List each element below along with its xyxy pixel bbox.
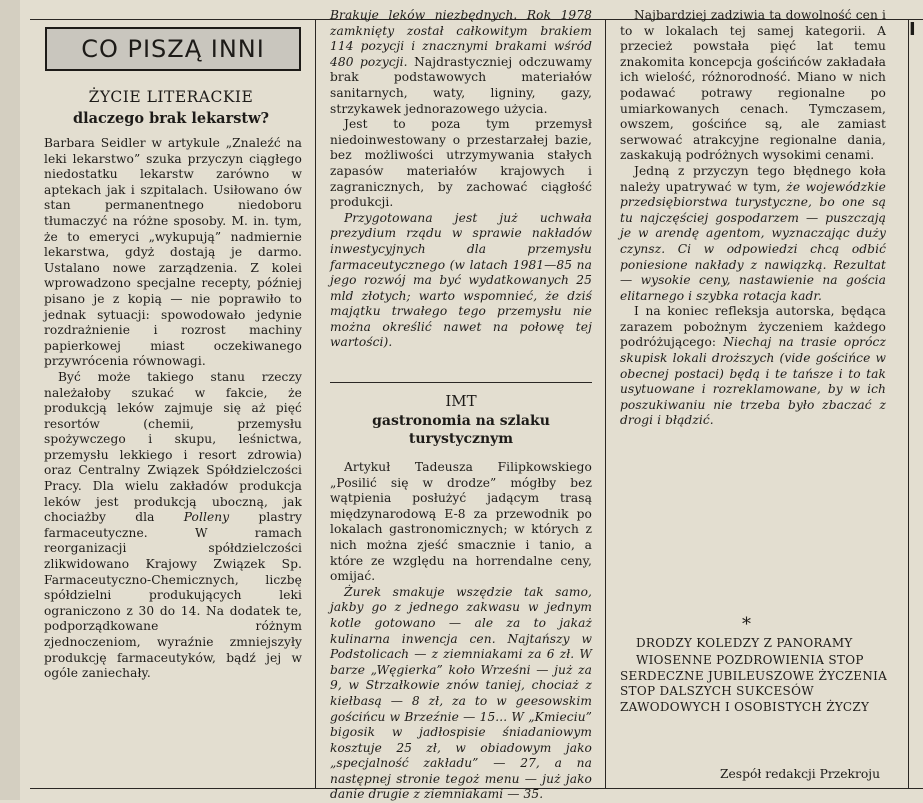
page-edge-tab: I (909, 22, 916, 38)
greeting-line: DRODZY KOLEDZY Z PANORAMY (636, 636, 853, 650)
article1-column-b (330, 8, 592, 351)
greeting-line: WIOSENNE POZDROWIENIA STOP SERDECZNE JUBILEUSZOWE ŻYCZENIA STOP DALSZYCH SUKCESÓW ZAWODOWYCH I OSOBISTYCH ŻYCZY (620, 653, 888, 714)
article1-title: dlaczego brak lekarstw? (72, 110, 270, 127)
article1-paragraph: Brakuje leków niezbędnych. Rok 1978 zamknięty został całkowitym brakiem 114 pozycji i znacznymi brakami wśród 480 pozycji. Najdrastyczniej odczuwamy brak podstawowych materiałów sanitarnych, waty, ligniny, gazy, strzykawek jednorazowego użycia. (330, 8, 592, 116)
article2-paragraph: Żurek smakuje wszędzie tak samo, jakby go z jednego zakwasu w jednym kotle gotowano — ale za to jakaż kulinarna inwencja cen. Najtańszy w Podstolicach — z ziemniakami za 6 zł. W barze „Węgierka” koło Wrześni — już za 9, w Strzałkowie znów taniej, chociaż z kiełbasą — 8 zł, za to w geesowskim gościńcu w Brzeźnie — 15... W „Kmieciu” bigosik w jadłospisie śniadaniowym kosztuje 25 zł, w obiadowym jako „specjalność zakładu” — 27, a na następnej stronie tegoż menu — już jako danie drugie z ziemniakami — 35. (330, 584, 592, 802)
article1-section: ŻYCIE LITERACKIE (88, 88, 254, 106)
column-divider-2 (605, 19, 606, 788)
signoff: Zespół redakcji Przekroju (719, 767, 880, 781)
page-edge (0, 0, 20, 800)
article2-column-b (620, 8, 886, 429)
article1-column-a (44, 136, 302, 682)
article2-section: IMT (445, 392, 477, 410)
right-border (908, 19, 909, 788)
article2-paragraph: Artykuł Tadeusza Filipkowskiego „Posilić się w drodze” mógłby bez wątpienia posłużyć jadącym trasą międzynarodową E-8 za przewodnik po lokalach gastronomicznych; w których z nich można zjeść smacznie i tanio, a które ze względu na horrendalne ceny, omijać. (330, 460, 592, 584)
article2-paragraph: Najbardziej zadziwia ta dowolność cen i to w lokalach tej samej kategorii. A przecież powstała pięć lat temu znakomita koncepcja gościńców zakładała ich wielość, różnorodność. Miano w nich podawać potrawy regionalne po umiarkowanych cenach. Tymczasem, owszem, gościńce są, ale zamiast serwować atrakcyjne regionalne dania, zaskakują podróżnych wysokimi cenami. (620, 8, 886, 163)
column-header: CO PISZĄ INNI (45, 27, 301, 71)
article1-paragraph: Barbara Seidler w artykule „Znaleźć na leki lekarstwo” szuka przyczyn ciągłego niedostatku lekarstw zarówno w aptekach jak i szpitalach. Usiłowano ów stan permanentnego niedoboru tłumaczyć na różne sposoby. M. in. tym, że to emeryci „wykupują” nadmiernie lekarstwa, gdyż dostają je darmo. Ustalano nowe zarządzenia. Z kolei wprowadzono specjalne recepty, później pisano je z kopią — nie poprawiło to jednak sytuacji: spowodowało jedynie rozdrażnienie i rozrost machiny papierkowej miast oczekiwanego przywrócenia równowagi. (44, 136, 302, 369)
article-separator (330, 382, 592, 383)
separator-star: * (742, 614, 751, 635)
column-divider-1 (315, 19, 316, 788)
article2-paragraph: I na koniec refleksja autorska, będąca zarazem pobożnym życzeniem każdego podróżującego: Niechaj na trasie oprócz skupisk lokali droższych (vide gościńce w obecnej postaci) będą i te tańsze i to tak usytuowane i rozreklamowane, by w ich poszukiwaniu nie trzeba było zbaczać z drogi i błądzić. (620, 304, 886, 428)
article2-paragraph: Jedną z przyczyn tego błędnego koła należy upatrywać w tym, że wojewódzkie przedsiębiorstwa turystyczne, bo one są tu najczęściej gospodarzem — puszczają je w arendę agentom, wyznaczając duży czynsz. Ci w odpowiedzi chcą odbić poniesione nakłady z nawiązką. Rezultat — wysokie ceny, nastawienie na gościa elitarnego i szybka rotacja kadr. (620, 163, 886, 303)
article2-title: gastronomia na szlaku turystycznym (372, 413, 550, 447)
article1-paragraph: Jest to poza tym przemysł niedoinwestowany o przestarzałej bazie, bez możliwości utrzymywania stałych zapasów materiałów krajowych i zagranicznych, by zachować ciągłość produkcji. (330, 117, 592, 210)
article1-paragraph: Przygotowana jest już uchwała prezydium rządu w sprawie nakładów inwestycyjnych dla przemysłu farmaceutycznego (w latach 1981—85 na jego rozwój ma być wydatkowanych 25 mld złotych; warto wspomnieć, że dziś majątku trwałego tego przemysłu nie można określić nawet na połowę tej wartości). (330, 210, 592, 350)
greeting-note (620, 636, 896, 717)
article1-paragraph: Być może takiego stanu rzeczy należałoby szukać w fakcie, że produkcją leków zajmuje się aż pięć resortów (chemii, przemysłu spożywczego i skupu, leśnictwa, przemysłu lekkiego i resort zdrowia) oraz Centralny Związek Spółdzielczości Pracy. Dla wielu zakładów produkcja leków jest produkcją uboczną, jak chociażby dla Polleny plastry farmaceutyczne. W ramach reorganizacji spółdzielczości zlikwidowano Krajowy Związek Sp. Farmaceutyczno-Chemicznych, liczbę spółdzielni produkujących leki ograniczono z 30 do 14. Na dodatek te, podporządkowane różnym zjednoczeniom, wyraźnie zmniejszyły produkcję farmaceutyków, bądź jej w ogóle zaniechały. (44, 369, 302, 681)
article2-column-a (330, 460, 592, 803)
